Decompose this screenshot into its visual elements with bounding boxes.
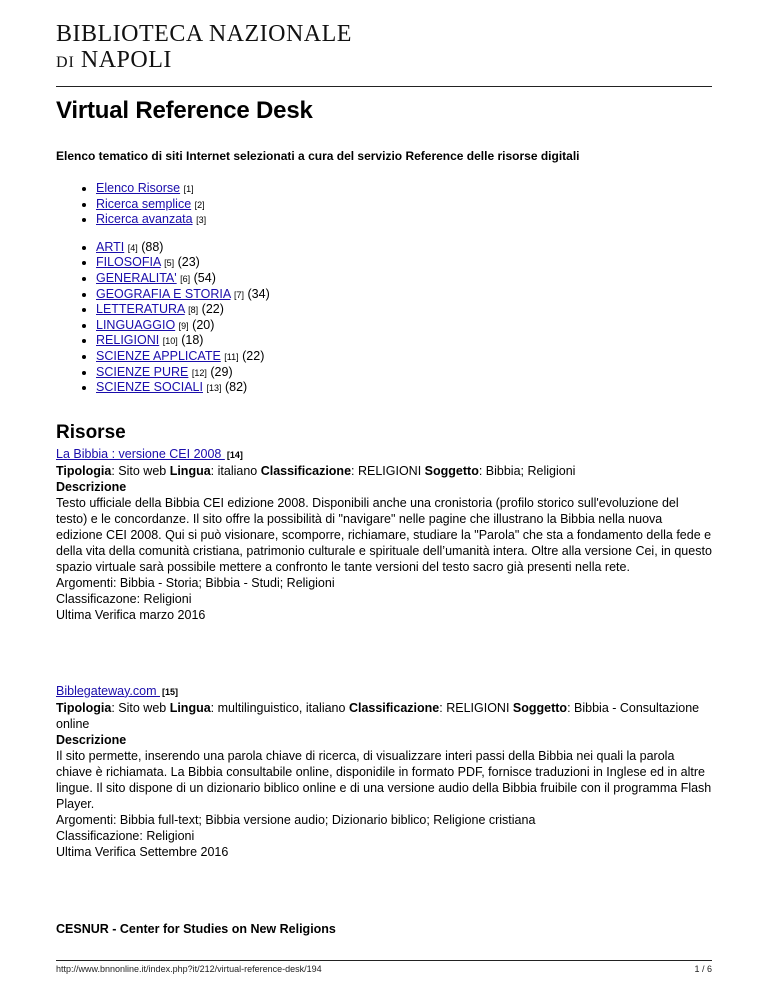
category-link-letteratura[interactable]: LETTERATURA	[96, 302, 185, 317]
entry-meta	[56, 463, 712, 479]
category-item	[96, 365, 712, 381]
category-count: (82)	[224, 380, 248, 395]
ref-number: [9]	[178, 320, 189, 331]
category-count: (20)	[192, 317, 215, 332]
logo-line-2	[56, 48, 712, 72]
descrizione-label	[56, 479, 712, 495]
tipologia-label: Tipologia	[56, 700, 112, 715]
entry-meta	[56, 700, 712, 732]
entry-title-link[interactable]: La Bibbia : versione CEI 2008	[56, 446, 225, 461]
category-link-scienze-pure[interactable]: SCIENZE PURE	[96, 364, 189, 379]
ref-number: [1]	[183, 184, 194, 194]
ref-number: [5]	[164, 258, 175, 269]
header-divider	[56, 86, 712, 87]
lingua-value: : italiano	[210, 463, 261, 478]
descrizione-label-text: Descrizione	[56, 732, 127, 747]
entry-classificazione: Classificazione: Religioni	[56, 828, 195, 843]
category-count: (34)	[247, 286, 270, 301]
menu-item-ricerca-avanzata	[96, 212, 712, 228]
ref-number: [6]	[180, 273, 191, 284]
category-link-scienze-applicate[interactable]: SCIENZE APPLICATE	[96, 348, 221, 363]
menu-item-elenco-risorse	[96, 181, 712, 197]
logo-line-1: BIBLIOTECA NAZIONALE	[56, 21, 352, 47]
category-list	[56, 240, 712, 396]
footer-page-number: 1 / 6	[694, 964, 712, 974]
category-count: (29)	[210, 364, 233, 379]
soggetto-label: Soggetto	[512, 700, 568, 715]
category-link-generalita[interactable]: GENERALITA'	[96, 270, 177, 285]
lingua-label: Lingua	[169, 700, 211, 715]
ref-number: [4]	[127, 242, 138, 253]
entry-classificazione: Classificazone: Religioni	[56, 591, 192, 606]
footer-divider	[56, 960, 712, 961]
category-count: (22)	[201, 302, 224, 317]
ref-number: [2]	[194, 199, 205, 210]
ref-number: [12]	[191, 367, 207, 378]
ref-number: [13]	[206, 383, 222, 394]
ref-number: [15]	[162, 686, 179, 697]
category-item	[96, 318, 712, 334]
menu-link-ricerca-semplice[interactable]: Ricerca semplice	[96, 196, 192, 211]
ref-number: [14]	[226, 449, 243, 460]
ref-number: [3]	[196, 215, 207, 226]
entry-header	[56, 683, 712, 700]
entry-verifica: Ultima Verifica marzo 2016	[56, 607, 206, 622]
category-count: (23)	[177, 255, 200, 270]
classificazione-value: : RELIGIONI	[439, 700, 513, 715]
ref-number: [11]	[224, 351, 239, 362]
category-item	[96, 287, 712, 303]
ref-number: [10]	[162, 336, 178, 347]
library-logo[interactable]	[56, 22, 712, 72]
category-link-religioni[interactable]: RELIGIONI	[96, 333, 160, 348]
entry-description: Il sito permette, inserendo una parola chiave di ricerca, di visualizzare interi passi della Bibbia nei quali la parola chiave è richiamata. La Bibbia consultabile online, disponidile in formato PDF, fornisce traduzioni in Inglese ed in altre lingue. Il sito dispone di un dizionario biblico online e di una versione audio della Bibbia fruibile con il programma Flash Player.	[56, 748, 712, 811]
risorse-heading: Risorse	[56, 421, 126, 443]
descrizione-label-text: Descrizione	[56, 479, 127, 494]
category-item	[96, 271, 712, 287]
category-item	[96, 240, 712, 256]
page-subtitle: Elenco tematico di siti Internet selezionati a cura del servizio Reference delle risorse digitali	[56, 149, 580, 163]
logo-napoli: NAPOLI	[80, 47, 172, 73]
tipologia-value: : Sito web	[111, 463, 170, 478]
soggetto-value: : Bibbia - Consultazione online	[56, 700, 700, 731]
category-count: (88)	[141, 239, 164, 254]
category-link-scienze-sociali[interactable]: SCIENZE SOCIALI	[96, 380, 203, 395]
soggetto-label: Soggetto	[424, 463, 479, 478]
descrizione-label	[56, 732, 712, 748]
classificazione-label: Classificazione	[260, 463, 352, 478]
category-link-linguaggio[interactable]: LINGUAGGIO	[96, 317, 176, 332]
logo-di: DI	[56, 54, 75, 71]
resource-entry	[56, 683, 712, 860]
menu-item-ricerca-semplice	[96, 197, 712, 213]
category-link-filosofia[interactable]: FILOSOFIA	[96, 255, 161, 270]
menu-link-ricerca-avanzata[interactable]: Ricerca avanzata	[96, 212, 193, 227]
footer-url: http://www.bnnonline.it/index.php?it/212/virtual-reference-desk/194	[56, 964, 322, 974]
category-item	[96, 333, 712, 349]
lingua-value: : multilinguistico, italiano	[210, 700, 349, 715]
category-link-arti[interactable]: ARTI	[96, 239, 125, 254]
tipologia-value: : Sito web	[111, 700, 170, 715]
soggetto-value: : Bibbia; Religioni	[478, 463, 576, 478]
page-footer	[56, 964, 712, 974]
entry-header	[56, 446, 712, 463]
lingua-label: Lingua	[169, 463, 211, 478]
resource-menu	[56, 181, 712, 228]
tipologia-label: Tipologia	[56, 463, 112, 478]
menu-link-elenco-risorse[interactable]: Elenco Risorse	[96, 181, 181, 195]
entry-title-link[interactable]: Biblegateway.com	[56, 683, 160, 698]
entry-argomenti: Argomenti: Bibbia - Storia; Bibbia - Studi; Religioni	[56, 575, 335, 590]
entry-title-cesnur: CESNUR - Center for Studies on New Religions	[56, 921, 336, 936]
page-title: Virtual Reference Desk	[56, 97, 313, 124]
category-count: (54)	[193, 270, 216, 285]
entry-verifica: Ultima Verifica Settembre 2016	[56, 844, 229, 859]
entry-description: Testo ufficiale della Bibbia CEI edizione 2008. Disponibili anche una cronistoria (profilo storico sull'evoluzione del testo) e le concordanze. Il sito offre la possibilità di "navigare" nelle pagine che illustrano la Bibbia nella nuova edizione CEI 2008. Qui si può visionare, scomporre, richiamare, studiare la "Parola" che sta a fondamento della fede e della vita della comunità cristiana, patrimonio culturale e spirituale dell’umanità intera. Oltre alla versione Cei, in questo spazio virtuale sarà possibile mettere a confronto le tante versioni del testo sacro già presenti nella rete.	[56, 495, 712, 574]
category-item	[96, 380, 712, 396]
resource-entry	[56, 446, 712, 623]
category-count: (18)	[181, 333, 204, 348]
category-item	[96, 349, 712, 365]
classificazione-label: Classificazione	[348, 700, 440, 715]
category-count: (22)	[242, 348, 265, 363]
ref-number: [8]	[188, 305, 199, 316]
category-item	[96, 302, 712, 318]
ref-number: [7]	[234, 289, 245, 300]
entry-argomenti: Argomenti: Bibbia full-text; Bibbia versione audio; Dizionario biblico; Religione cristiana	[56, 812, 536, 827]
classificazione-value: : RELIGIONI	[351, 463, 425, 478]
category-link-geografia-e-storia[interactable]: GEOGRAFIA E STORIA	[96, 286, 231, 301]
category-item	[96, 255, 712, 271]
page	[56, 0, 712, 936]
